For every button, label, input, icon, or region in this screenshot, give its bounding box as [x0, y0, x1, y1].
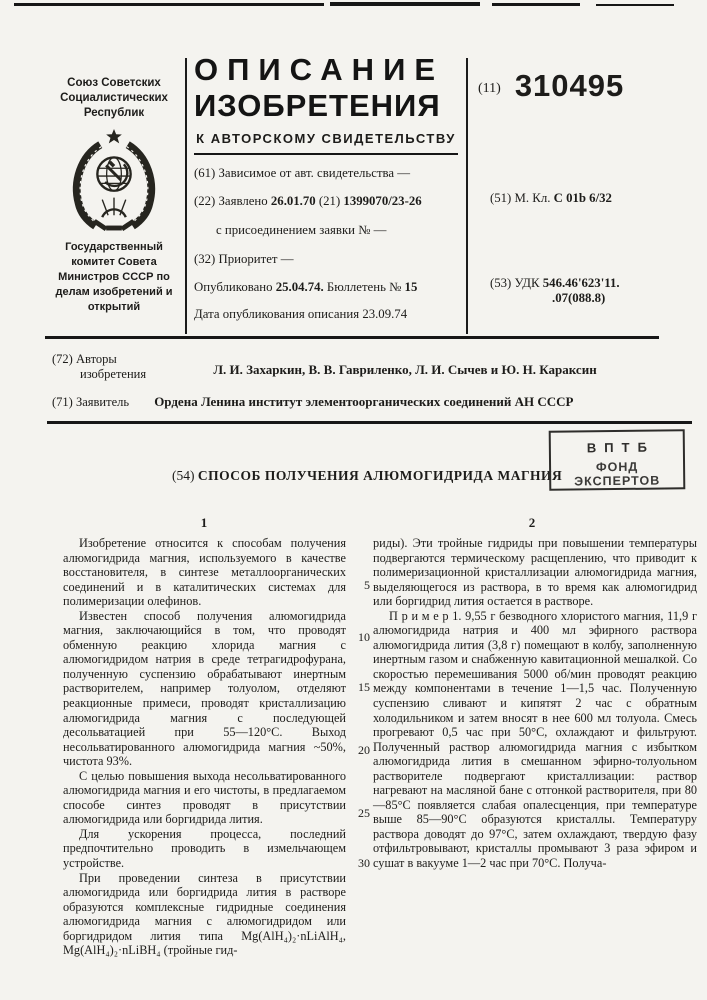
- document-type-line1: ОПИСАНИЕ: [194, 52, 445, 87]
- horizontal-rule-bottom: [47, 421, 692, 424]
- ipc-class: C 01b 6/32: [553, 191, 612, 205]
- line-number: 10: [358, 630, 370, 644]
- filed-label: (22) Заявлено: [194, 194, 268, 208]
- applicant-name: Ордена Ленина институт элементоорганических соединений АН СССР: [154, 394, 574, 409]
- publication-number-code: (11): [478, 81, 501, 96]
- header-divider-right: [466, 58, 468, 334]
- committee-name: Государственный комитет Совета Министров СССР по делам изобретений и открытий: [55, 241, 173, 313]
- body-column-2: [373, 536, 697, 958]
- line-number: 20: [358, 743, 370, 757]
- invention-title-row: [172, 468, 562, 484]
- horizontal-rule-top: [45, 336, 659, 339]
- document-type-line2: ИЗОБРЕТЕНИЯ: [194, 88, 441, 123]
- ussr-coat-of-arms-icon: [46, 127, 182, 236]
- scan-artifact-line: [596, 4, 674, 6]
- udc-classification: [490, 276, 620, 306]
- paragraph: Известен способ получения алюмогидрида магния, заключающийся в том, что проводят обменную реакцию хлорида магния с алюмогидридом натрия в среде тетрагидрофурана, полученную суспензию обрабатывают инертным растворителем, например толуолом, отделяют реакционные примеси, проводят кристаллизацию алюмогидрида магния с последующей десольватацией при 55—120°С. Выход несольватированного алюмогидрида магния ~50%, чистота 93%.: [63, 608, 346, 769]
- filing-date: 26.01.70: [270, 194, 316, 208]
- applicant-label: (71) Заявитель: [52, 395, 130, 409]
- paragraph: риды). Эти тройные гидриды при повышении температуры подвергаются термическому расщеплению, что приводит к полимеризационной кристаллизации алюмогидрида магния, выделяющегося из раствора, в то время как алюмогидрид или боргидрид лития остается в растворе.: [373, 536, 697, 609]
- scan-artifact-line: [330, 2, 480, 6]
- scan-artifact-line: [14, 3, 324, 6]
- ipc-label: (51) М. Кл.: [490, 191, 551, 205]
- applicant-row: [52, 394, 573, 410]
- line-number-gutter: [346, 536, 373, 958]
- paragraph: П р и м е р 1. 9,55 г безводного хлористого магния, 11,9 г алюмогидрида натрия и 400 мл эфирного раствора алюмогидрида лития (3,8 г) помещают в колбу, заполненную инертным газом и снабженную кавитационной мешалкой. Со скоростью перемешивания 5000 об/мин проводят реакцию между компонентами в течение 1—1,5 час. Полученную суспензию сливают и кипятят 2 час с обратным холодильником и затем вносят в нее 600 мл толуола. Смесь прогревают 0,5 час при 50°С, охлаждают и фильтруют. Полученный раствор алюмогидрида магния с избытком алюмогидрида лития в смешанном эфирно-толуольном растворителе подвергают кристаллизации: раствор нагревают на масляной бане с отгонкой растворителя, при 80—85°С появляется слабая опалесценция, при температуре выше 85—90°С образуются кристаллы. Температуру раствора доводят до 97°С, затем охлаждают, твердую фазу отфильтровывают, кристаллы промывают 3 раза эфиром и сушат в вакууме 1—2 час при 70°С. Получа-: [373, 608, 697, 871]
- body-text: [63, 536, 697, 958]
- document-subtype: К АВТОРСКОМУ СВИДЕТЕЛЬСТВУ: [194, 131, 458, 155]
- vptb-expert-fund-stamp: [549, 429, 686, 490]
- authors-label: [52, 352, 146, 382]
- published-label: Опубликовано: [194, 280, 273, 294]
- scan-artifact-line: [492, 3, 580, 6]
- application-number: 1399070/23-26: [343, 194, 422, 208]
- paragraph: С целью повышения выхода несольватированного алюмогидрида магния и его чистоты, в предлагаемом способе синтез проводят в присутствии алюмогидрида или боргидрида лития.: [63, 768, 346, 827]
- authors-label-line1: (72) Авторы: [52, 352, 117, 366]
- field-22-filed: [194, 194, 422, 209]
- column-2-number: 2: [528, 515, 536, 530]
- header-divider-left: [185, 58, 187, 334]
- header-middle-column: [194, 52, 458, 155]
- authors-names: Л. И. Захаркин, В. В. Гавриленко, Л. И. Сычев и Ю. Н. Караксин: [213, 362, 597, 377]
- paragraph: Изобретение относится к способам получения алюмогидрида магния, используемого в качестве восстановителя, в синтезе металлоорганических соединений и в каталитических системах для полимеризации олефинов.: [63, 536, 346, 609]
- bulletin-number: 15: [404, 280, 418, 294]
- column-1-number: 1: [200, 515, 208, 530]
- stamp-line2: ФОНД ЭКСПЕРТОВ: [574, 459, 661, 489]
- stamp-line1: ВПТБ: [586, 439, 655, 456]
- description-published-line: [194, 307, 407, 322]
- line-number: 30: [358, 856, 370, 870]
- description-published-date: 23.09.74: [362, 307, 408, 321]
- line-number: 25: [358, 806, 370, 820]
- body-column-1: [63, 536, 346, 958]
- publication-number: 310495: [514, 68, 625, 103]
- bulletin-label: Бюллетень №: [326, 280, 402, 294]
- authors-label-line2: изобретения: [80, 367, 147, 381]
- field-21-code: (21): [318, 194, 341, 208]
- field-61-dependent: (61) Зависимое от авт. свидетельства —: [194, 166, 411, 180]
- field-32-priority: (32) Приоритет —: [194, 252, 294, 266]
- header-left-column: [46, 76, 182, 315]
- union-name: Союз Советских Социалистических Республик: [60, 77, 168, 119]
- published-line: [194, 280, 417, 295]
- udc-value-line1: 546.46'623'11.: [542, 276, 620, 290]
- paragraph: Для ускорения процесса, последний предпочтительно проводить в измельчающем устройстве.: [63, 826, 346, 871]
- description-published-label: Дата опубликования описания: [194, 307, 360, 321]
- udc-value-line2: .07(088.8): [552, 291, 606, 305]
- invention-title-code: (54): [172, 468, 195, 483]
- line-number: 15: [358, 680, 370, 694]
- line-number: 5: [364, 578, 370, 592]
- paragraph: При проведении синтеза в присутствии алюмогидрида или боргидрида лития в растворе образуются комплексные гидридные соединения алюмогидрида магния с алюмогидридом или боргидридом лития типа Mg(AlH₄)₂·nLiAlH₄, Mg(AlH₄)₂·nLiBH₄ (тройные гид-: [63, 870, 346, 958]
- published-date: 25.04.74.: [275, 280, 324, 294]
- attachment-line: с присоединением заявки № —: [216, 223, 387, 237]
- ipc-classification: [490, 191, 612, 206]
- udc-label: (53) УДК: [490, 276, 540, 290]
- invention-title: СПОСОБ ПОЛУЧЕНИЯ АЛЮМОГИДРИДА МАГНИЯ: [197, 468, 563, 483]
- publication-number-block: [478, 68, 624, 104]
